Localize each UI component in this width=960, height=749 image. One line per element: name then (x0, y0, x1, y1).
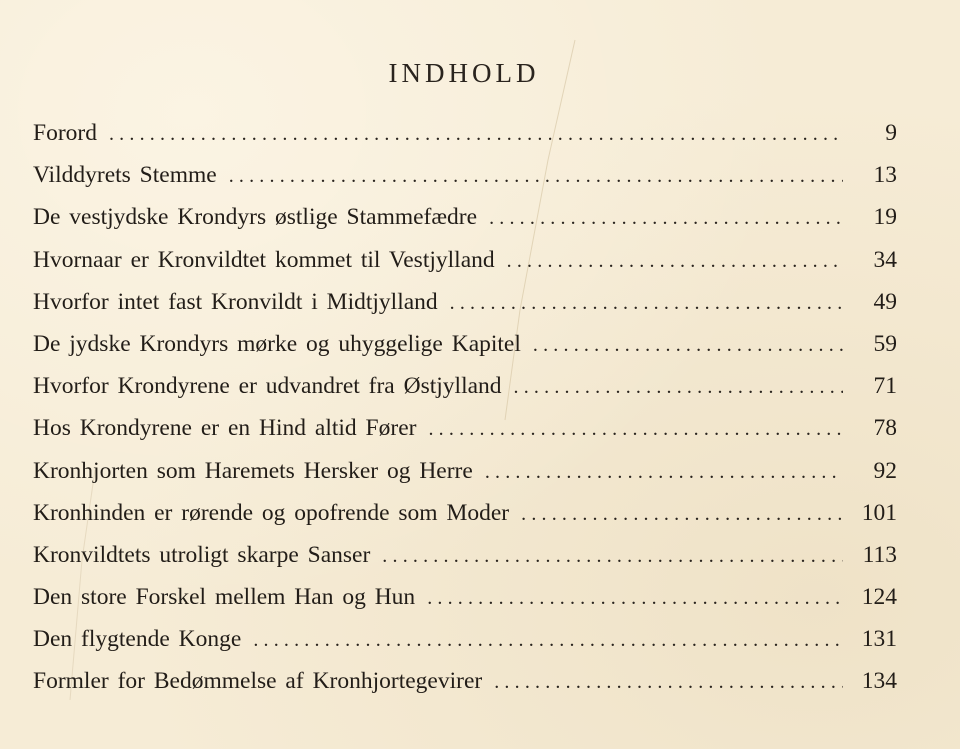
toc-entry-title: Den store Forskel mellem Han og Hun (33, 584, 416, 611)
toc-entry[interactable] (33, 618, 897, 660)
dot-leader (229, 155, 843, 197)
toc-entry[interactable] (33, 492, 897, 534)
dot-leader (253, 619, 843, 661)
dot-leader (494, 661, 843, 703)
toc-entry[interactable] (33, 281, 897, 323)
toc-page-number: 59 (873, 330, 897, 357)
dot-leader (507, 240, 843, 282)
toc-entry-title: Formler for Bedømmelse af Kronhjortegevirer (33, 668, 483, 695)
toc-entry[interactable] (33, 534, 897, 576)
dot-leader (382, 535, 843, 577)
dot-leader (109, 113, 843, 155)
toc-entry[interactable] (33, 576, 897, 618)
toc-entry-title: Hos Krondyrene er en Hind altid Fører (33, 415, 417, 442)
toc-entry[interactable] (33, 450, 897, 492)
dot-leader (521, 493, 843, 535)
toc-entry[interactable] (33, 323, 897, 365)
toc-entry[interactable] (33, 365, 897, 407)
dot-leader (533, 324, 843, 366)
dot-leader (450, 282, 843, 324)
table-of-contents (33, 112, 897, 703)
toc-entry[interactable] (33, 407, 897, 449)
toc-entry-title: De jydske Krondyrs mørke og uhyggelige Kapitel (33, 330, 521, 357)
toc-entry-title: Den flygtende Konge (33, 626, 242, 653)
toc-page-number: 34 (873, 246, 897, 273)
toc-entry[interactable] (33, 196, 897, 238)
toc-entry[interactable] (33, 239, 897, 281)
toc-entry-title: Hvorfor Krondyrene er udvandret fra Østjylland (33, 373, 502, 400)
dot-leader (514, 366, 843, 408)
toc-entry[interactable] (33, 154, 897, 196)
toc-heading: INDHOLD (388, 58, 540, 88)
toc-entry[interactable] (33, 660, 897, 702)
dot-leader (428, 408, 843, 450)
dot-leader (427, 577, 843, 619)
dot-leader (489, 197, 843, 239)
toc-page-number: 71 (873, 373, 897, 400)
toc-entry-title: De vestjydske Krondyrs østlige Stammefædre (33, 204, 478, 231)
toc-page-number: 113 (862, 541, 897, 568)
toc-page-number: 78 (873, 415, 897, 442)
toc-page-number: 92 (873, 457, 897, 484)
toc-page-number: 134 (861, 668, 897, 695)
toc-page-number: 13 (873, 162, 897, 189)
toc-entry-title: Hvornaar er Kronvildtet kommet til Vestjylland (33, 246, 495, 273)
dot-leader (485, 451, 843, 493)
toc-page-number: 9 (885, 120, 897, 146)
toc-entry[interactable] (33, 112, 897, 154)
toc-page-number: 19 (873, 204, 897, 231)
toc-entry-title: Kronhinden er rørende og opofrende som Moder (33, 499, 510, 526)
toc-entry-title: Kronvildtets utroligt skarpe Sanser (33, 541, 371, 568)
toc-page-number: 131 (861, 626, 897, 653)
toc-entry-title: Forord (33, 120, 97, 146)
toc-entry-title: Hvorfor intet fast Kronvildt i Midtjylland (33, 288, 438, 315)
toc-entry-title: Vilddyrets Stemme (33, 162, 217, 189)
toc-entry-title: Kronhjorten som Haremets Hersker og Herre (33, 457, 473, 484)
toc-page-number: 49 (873, 288, 897, 315)
toc-page-number: 124 (861, 584, 897, 611)
toc-page-number: 101 (861, 499, 897, 526)
